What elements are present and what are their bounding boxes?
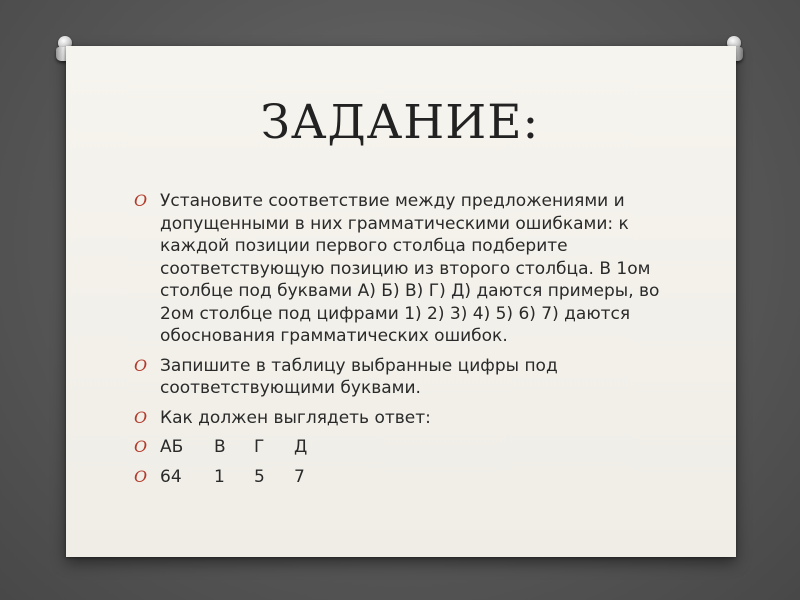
bullet-text: Установите соответствие между предложениями и допущенными в них грамматическими ошибками: к каждой позиции первого столбца подберите соответствующую позицию из второго столбца. В 1ом столбце под буквами А) Б) В) Г) Д) даются примеры, во 2ом столбце под цифрами 1) 2) 3) 4) 5) 6) 7) даются обоснования грамматических ошибок. [160,191,660,346]
answer-digit: 5 [254,466,265,487]
bullet-icon: O [134,191,148,210]
answer-letters-row [134,436,674,459]
answer-digits-row [134,466,674,489]
bullet-text: Как должен выглядеть ответ: [160,407,431,428]
list-item [134,407,674,430]
answer-letter: АБ [160,437,184,457]
answer-digit: 7 [294,466,305,487]
answer-letter: Г [254,437,265,457]
answer-letter: В [214,437,226,457]
bullet-icon: O [134,407,148,427]
list-item [134,190,674,348]
slide-title: ЗАДАНИЕ: [260,95,540,150]
answer-letter: Д [294,437,308,457]
answer-digit: 64 [160,466,182,487]
bullet-icon: O [134,437,148,456]
list-item [134,355,674,400]
bullet-icon: O [134,466,148,486]
bullet-list [134,190,674,495]
bullet-text: Запишите в таблицу выбранные цифры под соответствующими буквами. [160,355,558,398]
answer-digit: 1 [214,466,225,487]
bullet-icon: O [134,355,148,375]
